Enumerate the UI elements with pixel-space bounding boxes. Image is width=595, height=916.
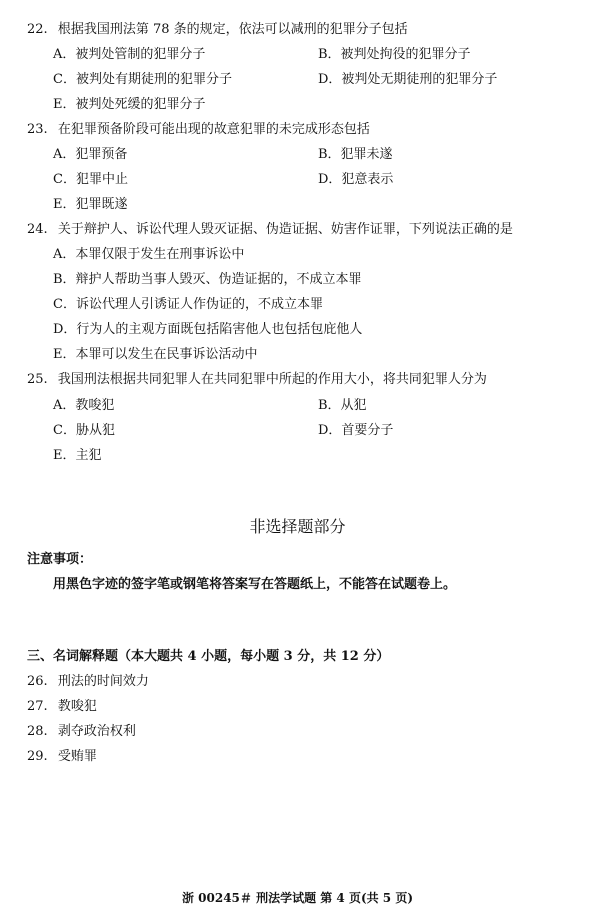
question-23 (27, 122, 370, 138)
option-22-d: D．被判处无期徒刑的犯罪分子 (318, 72, 498, 87)
option-25-b: B．从犯 (318, 398, 367, 413)
notice-text: 用黑色字迹的签字笔或钢笔将答案写在答题纸上，不能答在试题卷上。 (53, 577, 457, 592)
term-text: 剥夺政治权利 (57, 724, 136, 739)
option-25-d: D．首要分子 (318, 423, 394, 438)
question-stem: 我国刑法根据共同犯罪人在共同犯罪中所起的作用大小，将共同犯罪人分为 (57, 372, 487, 387)
term-number: 29. (27, 749, 48, 764)
option-25-e: E．主犯 (53, 448, 102, 463)
term-number: 28. (27, 724, 48, 739)
term-26 (27, 674, 149, 690)
term-29 (27, 749, 97, 765)
option-23-c: C．犯罪中止 (53, 172, 128, 187)
question-number: 23. (27, 122, 48, 137)
question-stem: 根据我国刑法第 78 条的规定，依法可以减刑的犯罪分子包括 (57, 22, 408, 37)
notice-label: 注意事项： (27, 552, 93, 567)
term-number: 27. (27, 699, 48, 714)
option-25-c: C．胁从犯 (53, 423, 115, 438)
option-25-a: A．教唆犯 (53, 398, 115, 413)
option-22-c: C．被判处有期徒刑的犯罪分子 (53, 72, 232, 87)
question-stem: 在犯罪预备阶段可能出现的故意犯罪的未完成形态包括 (57, 122, 370, 137)
term-text: 刑法的时间效力 (57, 674, 149, 689)
option-23-d: D．犯意表示 (318, 172, 394, 187)
option-24-a: A．本罪仅限于发生在刑事诉讼中 (53, 247, 245, 262)
question-24 (27, 222, 513, 238)
option-23-a: A．犯罪预备 (53, 147, 128, 162)
option-22-e: E．被判处死缓的犯罪分子 (53, 97, 206, 112)
question-25 (27, 372, 487, 388)
part3-heading: 三、名词解释题（本大题共 4 小题，每小题 3 分，共 12 分） (27, 649, 390, 664)
option-24-c: C．诉讼代理人引诱证人作伪证的，不成立本罪 (53, 297, 323, 312)
option-22-a: A．被判处管制的犯罪分子 (53, 47, 206, 62)
question-22 (27, 22, 408, 38)
term-text: 受贿罪 (57, 749, 97, 764)
term-28 (27, 724, 136, 740)
option-23-e: E．犯罪既遂 (53, 197, 128, 212)
option-24-b: B．辩护人帮助当事人毁灭、伪造证据的，不成立本罪 (53, 272, 362, 287)
question-stem: 关于辩护人、诉讼代理人毁灭证据、伪造证据、妨害作证罪，下列说法正确的是 (57, 222, 513, 237)
question-number: 25. (27, 372, 48, 387)
option-22-b: B．被判处拘役的犯罪分子 (318, 47, 471, 62)
question-number: 22. (27, 22, 48, 37)
term-text: 教唆犯 (57, 699, 97, 714)
option-23-b: B．犯罪未遂 (318, 147, 393, 162)
term-27 (27, 699, 97, 715)
term-number: 26. (27, 674, 48, 689)
option-24-e: E．本罪可以发生在民事诉讼活动中 (53, 347, 258, 362)
page-footer: 浙 00245＃ 刑法学试题 第 4 页(共 5 页) (181, 891, 414, 905)
section-title: 非选择题部分 (249, 517, 346, 536)
option-24-d: D．行为人的主观方面既包括陷害他人也包括包庇他人 (53, 322, 363, 337)
question-number: 24. (27, 222, 48, 237)
